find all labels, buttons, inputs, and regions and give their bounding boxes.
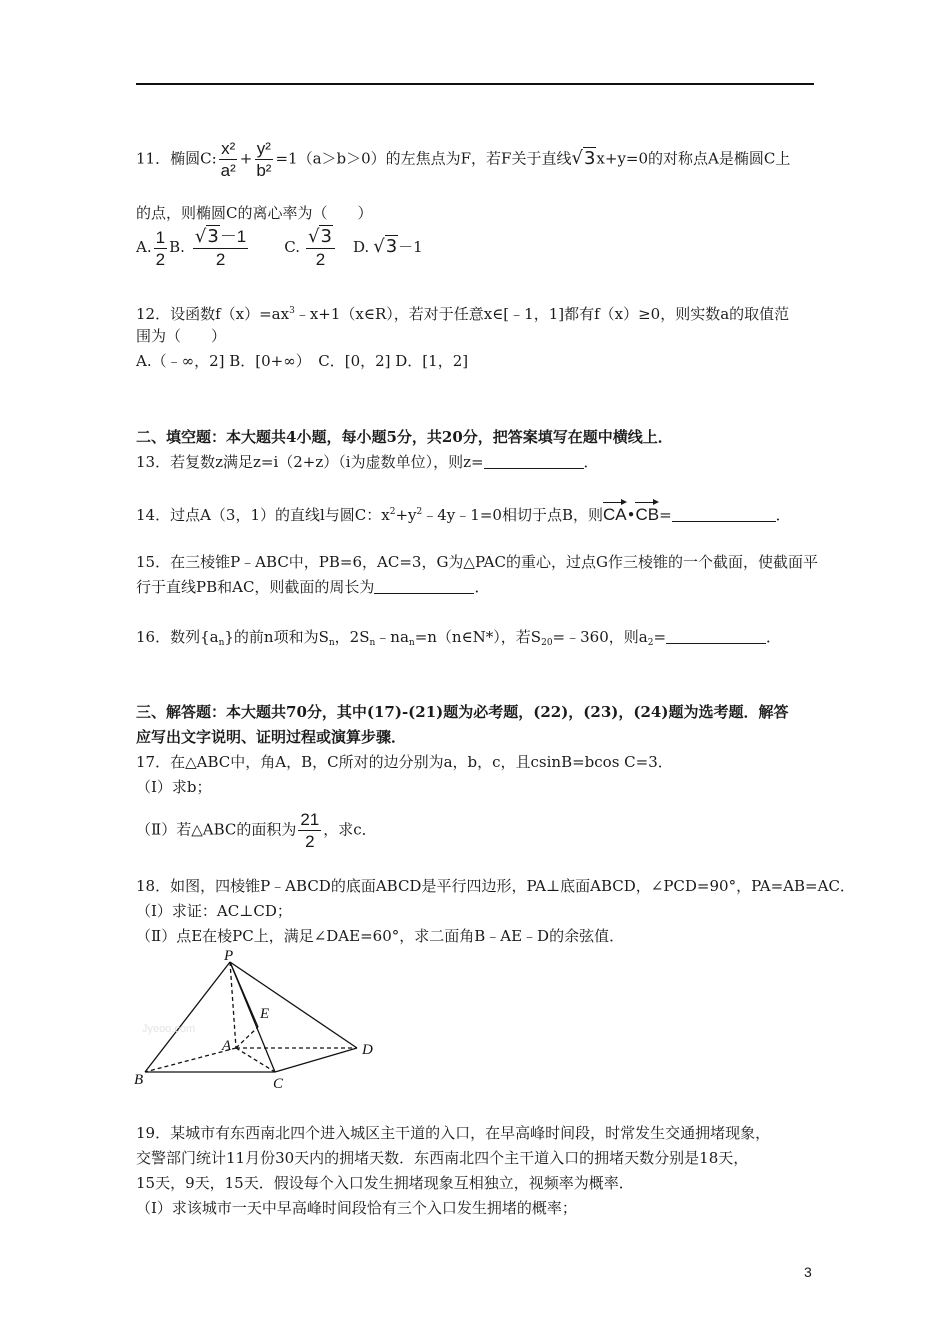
q13-end: ． (583, 453, 599, 471)
q12-line1-a: 12．设函数f（x）=ax (136, 305, 290, 323)
q11-line2: 的点，则椭圆C的离心率为（ ） (136, 204, 373, 222)
q11-option-c-fraction (306, 228, 335, 268)
label-c: C (273, 1076, 284, 1090)
q14-line (136, 502, 791, 525)
q14-dot: • (626, 506, 636, 524)
q15-answer-blank[interactable] (374, 579, 474, 594)
q11-fraction-x (219, 140, 238, 179)
pyramid-diagram (132, 950, 392, 1090)
q16-d: ﹣na (375, 628, 409, 646)
section3-heading-line1: 三、解答题：本大题共70分，其中(17)-(21)题为必考题，(22)，(23)，(24)题为选考题．解答 (136, 703, 789, 721)
q16-sub3: n (369, 638, 376, 648)
q15-line2 (136, 577, 489, 597)
label-e: E (260, 1006, 270, 1022)
q12-line1-sup: 3 (289, 306, 295, 316)
q11-frac-x-den: a² (220, 161, 236, 180)
q11-mid: =1（a＞b＞0）的左焦点为F，若F关于直线 (275, 149, 572, 168)
q16-b: }的前n项和为S (224, 628, 329, 646)
q11-option-a-fraction (154, 229, 167, 268)
q11-sqrt-value: 3 (583, 147, 596, 169)
q16-sub4: n (408, 638, 415, 648)
q12-line2: 围为（ ） (136, 327, 227, 345)
section2-heading: 二、填空题：本大题共4小题，每小题5分，共20分，把答案填写在题中横线上． (136, 428, 673, 446)
q14-vector-cb: CB (635, 505, 660, 524)
q17-line1: 17．在△ABC中，角A，B，C所对的边分别为a，b，c，且csinB=bcos C=3． (136, 753, 673, 771)
q16-c: ，2S (334, 628, 370, 646)
pyramid-figure (132, 950, 392, 1090)
q17-part2-a: （Ⅱ）若△ABC的面积为 (136, 820, 297, 839)
q11-option-d-rest: －1 (398, 238, 423, 256)
q11-frac-y-den: b² (256, 161, 272, 180)
q14-sup1: 2 (389, 507, 396, 517)
q16-g: = (653, 628, 667, 646)
q15-end: ． (474, 578, 490, 596)
q16-e: =n（n∈N*），若S (414, 628, 542, 646)
q11-fraction-y (254, 140, 273, 179)
q16-line (136, 627, 781, 653)
q13-line (136, 452, 599, 472)
q11-plus: + (239, 149, 253, 168)
q16-sub5: 20 (541, 638, 553, 648)
q17-area-fraction (298, 811, 321, 850)
q11-option-c-den: 2 (315, 250, 326, 269)
q14-answer-blank[interactable] (672, 507, 776, 522)
q13-answer-blank[interactable] (484, 454, 584, 469)
q18-line1: 18．如图，四棱锥P﹣ABCD的底面ABCD是平行四边形，PA⊥底面ABCD，∠PCD=90°，PA=AB=AC． (136, 877, 855, 895)
label-d: D (362, 1042, 373, 1058)
q11-option-c-label: C. (284, 238, 300, 256)
q13-text: 13．若复数z满足z=i（2+z）（i为虚数单位），则z= (136, 453, 484, 471)
label-a: A (222, 1038, 232, 1054)
q11-option-b-label: B. (169, 238, 185, 256)
q16-a: 16．数列{a (136, 628, 219, 646)
q11-option-d-sqrt-symbol: √3 (373, 236, 398, 257)
q17-area-num: 21 (300, 810, 320, 829)
page-number: 3 (804, 1264, 812, 1280)
q11-option-b-fraction (193, 228, 248, 268)
q12-line1 (136, 301, 789, 324)
q11-option-a-den: 2 (155, 249, 166, 269)
q11-option-c-num: √3 (306, 228, 335, 249)
q11-option-b-sqrt: 3 (207, 226, 219, 247)
q11-sqrt: √3 (571, 147, 596, 169)
q18-part1: （I）求证：AC⊥CD； (136, 902, 292, 920)
q19-part1: （I）求该城市一天中早高峰时间段恰有三个入口发生拥堵的概率； (136, 1199, 577, 1217)
q17-part2-b: ，求c． (323, 820, 377, 839)
q19-line3: 15天，9天，15天．假设每个入口发生拥堵现象互相独立，视频率为概率． (136, 1174, 634, 1192)
q14-c: ﹣4y﹣1=0相切于点B，则 (422, 506, 603, 524)
q17-area-den: 2 (305, 832, 315, 851)
q16-f: =﹣360，则a (552, 628, 648, 646)
q11-option-d-sqrt: 3 (385, 236, 398, 257)
label-b: B (134, 1072, 144, 1088)
q14-vector-ca: CA (602, 505, 627, 524)
q11-frac-x-num: x² (221, 139, 236, 158)
q14-eq: = (659, 506, 672, 524)
q14-b: +y (395, 506, 417, 524)
q12-line1-b: ﹣x+1（x∈R），若对于任意x∈[﹣1，1]都有f（x）≥0，则实数a的取值范 (294, 305, 790, 323)
q16-sub1: n (218, 638, 225, 648)
q11-option-a-label: A. (136, 238, 152, 256)
q14-sup2: 2 (416, 507, 423, 517)
q16-sub6: 2 (647, 638, 654, 648)
q15-line2-text: 行于直线PB和AC，则截面的周长为 (136, 578, 375, 596)
q12-options: A.（﹣∞，2] B．[0+∞） C．[0，2] D．[1，2] (136, 352, 469, 370)
q11-tail: x+y=0的对称点A是椭圆C上 (596, 149, 791, 168)
q11-line1 (136, 140, 790, 179)
figure-watermark: Jyeoo.com (142, 1023, 196, 1035)
q15-line1: 15．在三棱锥P﹣ABC中，PB=6，AC=3，G为△PAC的重心，过点G作三棱锥的一个截面，使截面平 (136, 553, 818, 571)
q11-options (136, 228, 423, 268)
header-rule (136, 83, 814, 85)
q11-option-b-rest: －1 (219, 227, 247, 246)
q19-line1: 19．某城市有东西南北四个进入城区主干道的入口，在早高峰时间段，时常发生交通拥堵现象， (136, 1124, 771, 1142)
q18-part2: （Ⅱ）点E在棱PC上，满足∠DAE=60°，求二面角B﹣AE﹣D的余弦值． (136, 927, 625, 945)
q17-part2 (136, 811, 377, 850)
q11-option-d-label: D. (352, 238, 370, 256)
q14-a: 14．过点A（3，1）的直线l与圆C：x (136, 506, 390, 524)
q17-part1: （I）求b； (136, 778, 212, 796)
q19-line2: 交警部门统计11月份30天内的拥堵天数．东西南北四个主干道入口的拥堵天数分别是18天， (136, 1149, 749, 1167)
q16-answer-blank[interactable] (666, 629, 766, 644)
section3-heading-line2: 应写出文字说明、证明过程或演算步骤． (136, 728, 407, 746)
q11-prefix: 11．椭圆C: (136, 149, 217, 168)
q14-end: ． (775, 506, 791, 524)
q16-end: ． (766, 628, 782, 646)
q16-sub2: n (328, 638, 335, 648)
q11-option-c-sqrt: 3 (320, 226, 332, 247)
label-p: P (224, 950, 234, 964)
q11-option-b-num: √3－1 (194, 226, 247, 247)
q11-frac-y-num: y² (256, 139, 271, 158)
q11-option-b-den: 2 (215, 250, 226, 269)
q11-option-a-num: 1 (155, 227, 166, 247)
